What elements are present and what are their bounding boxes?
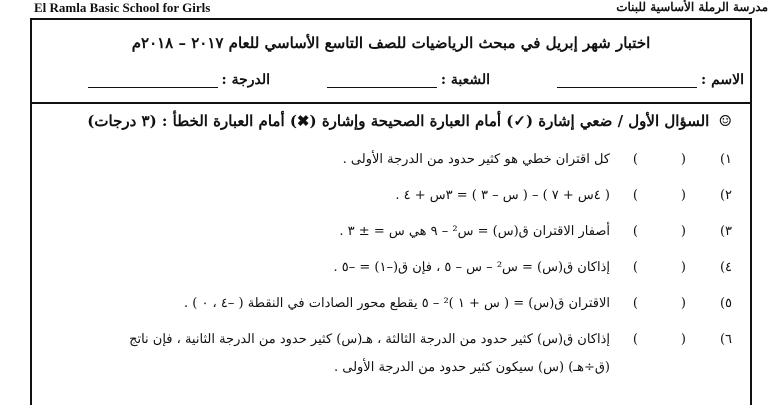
answer-paren-open: ( bbox=[680, 152, 686, 167]
answer-paren-open: ( bbox=[680, 224, 686, 239]
item-statement: أصفار الاقتران ق(س) = س² – ٩ هي س = ± ٣ . bbox=[339, 224, 610, 239]
item-number: ٥) bbox=[719, 296, 732, 311]
statement-list bbox=[32, 152, 750, 396]
section-line bbox=[327, 73, 437, 88]
name-line bbox=[557, 73, 697, 88]
answer-paren-close: ) bbox=[632, 188, 638, 203]
item-statement: ( ٤س + ٧ ) – ( س – ٣ ) = ٣س + ٤ . bbox=[395, 188, 610, 203]
grade-line bbox=[88, 73, 218, 88]
smiley-icon: ☺ bbox=[718, 112, 732, 130]
item-statement: كل اقتران خطي هو كثير حدود من الدرجة الأولى . bbox=[342, 152, 610, 167]
answer-paren-open: ( bbox=[680, 296, 686, 311]
answer-paren-close: ) bbox=[632, 260, 638, 275]
grade-field bbox=[88, 72, 270, 88]
school-name-arabic: مدرسة الرملة الأساسية للبنات bbox=[616, 0, 768, 14]
answer-paren-open: ( bbox=[680, 188, 686, 203]
item-statement bbox=[50, 326, 610, 382]
page-header bbox=[0, 0, 780, 18]
answer-paren-open: ( bbox=[680, 332, 686, 347]
list-item bbox=[32, 332, 750, 396]
exam-frame bbox=[30, 18, 752, 405]
question-heading bbox=[32, 112, 732, 130]
exam-title: اختبار شهر إبريل في مبحث الرياضيات للصف التاسع الأساسي للعام ٢٠١٧ – ٢٠١٨م bbox=[131, 34, 651, 52]
answer-paren-close: ) bbox=[632, 296, 638, 311]
answer-paren-close: ) bbox=[632, 224, 638, 239]
answer-paren-close: ) bbox=[632, 332, 638, 347]
item-number: ٤) bbox=[719, 260, 732, 275]
exam-title-box bbox=[32, 20, 750, 104]
item-number: ٣) bbox=[719, 224, 732, 239]
item-statement: الاقتران ق(س) = ( س + ١ )² – ٥ يقطع محور الصادات في النقطة ( –٤ ، ٠ ) . bbox=[183, 296, 610, 311]
section-label: الشعبة : bbox=[440, 72, 490, 88]
item-statement-line-1: إذاكان ق(س) كثير حدود من الدرجة الثالثة ، هـ(س) كثير حدود من الدرجة الثانية ، فإن ناتج bbox=[129, 332, 610, 347]
item-number: ٦) bbox=[719, 332, 732, 347]
answer-paren-close: ) bbox=[632, 152, 638, 167]
student-info-row bbox=[32, 72, 750, 94]
name-label: الاسم : bbox=[701, 72, 744, 88]
item-statement-line-2: (ق÷هـ) (س) سيكون كثير حدود من الدرجة الأولى . bbox=[333, 360, 610, 375]
grade-label: الدرجة : bbox=[221, 72, 270, 88]
answer-paren-open: ( bbox=[680, 260, 686, 275]
question-heading-text: السؤال الأول / ضعي إشارة (✓) أمام العبارة الصحيحة وإشارة (✖) أمام العبارة الخطأ : (٣ درجات) bbox=[87, 112, 710, 130]
name-field bbox=[557, 72, 744, 88]
item-number: ١) bbox=[719, 152, 732, 167]
item-statement: إذاكان ق(س) = س² – س – ٥ ، فإن ق(–١) = –٥ . bbox=[333, 260, 610, 275]
school-name-english: El Ramla Basic School for Girls bbox=[34, 0, 211, 15]
item-number: ٢) bbox=[719, 188, 732, 203]
section-field bbox=[327, 72, 490, 88]
